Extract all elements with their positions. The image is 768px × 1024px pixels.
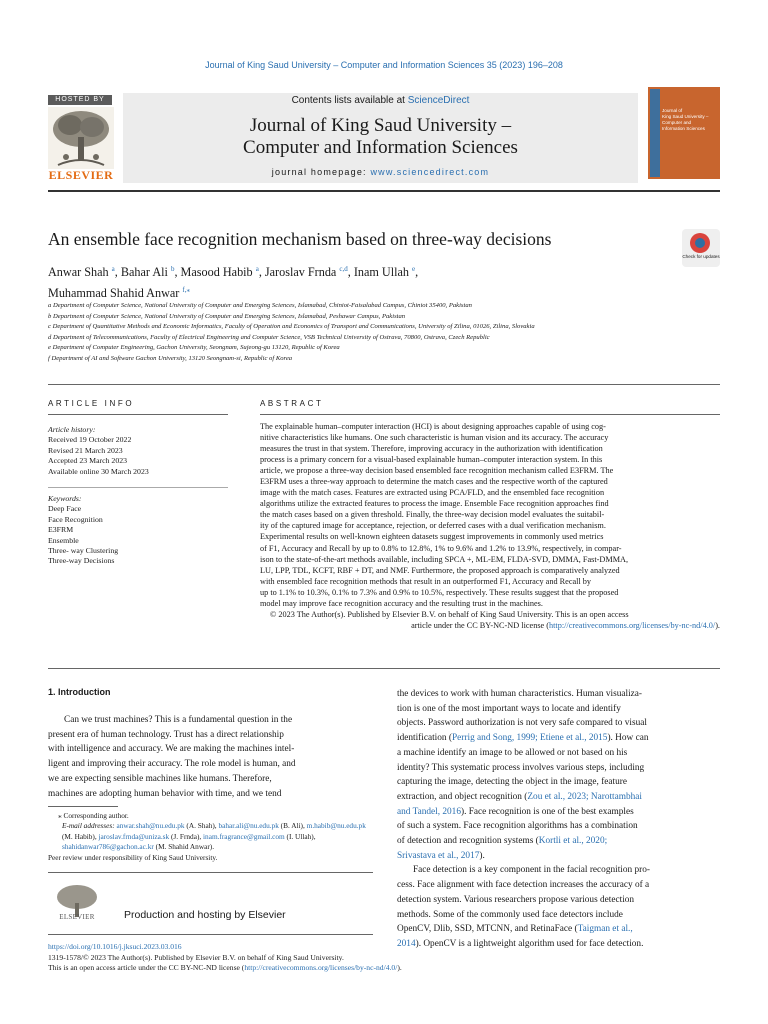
author-name: Muhammad Shahid Anwar: [48, 285, 180, 300]
journal-reference[interactable]: Journal of King Saud University – Computer and Information Sciences 35 (2023) 196–208: [205, 60, 563, 70]
introduction-right-column: [397, 687, 721, 952]
keyword: E3FRM: [48, 525, 74, 535]
open-access-link[interactable]: http://creativecommons.org/licenses/by-nc-nd/4.0/: [244, 963, 398, 973]
keywords: [48, 494, 228, 567]
text-span: ). How can: [607, 733, 649, 744]
doi-link[interactable]: https://doi.org/10.1016/j.jksuci.2023.03.016: [48, 942, 182, 951]
body-line: of such a system. Face recognition algorithms has a combination: [397, 821, 638, 832]
citation-link[interactable]: and Tandel, 2016: [397, 806, 461, 817]
citation-link[interactable]: Zou et al., 2023; Narottambhai: [527, 791, 643, 802]
author-name: Bahar Ali: [120, 265, 168, 280]
email-link[interactable]: anwar.shah@nu.edu.pk: [116, 821, 185, 831]
citation-link[interactable]: 2014: [397, 938, 416, 949]
abstract-line: measures the trust in that system. Therefore, improving accuracy in the authorization with identification: [260, 444, 603, 454]
body-line: we are expecting sensible machines like humans. Therefore,: [48, 773, 272, 784]
contents-line: [123, 95, 638, 106]
abstract-line: the match cases based on a given threshold. Finally, the three-way decision model evaluates the suitabil-: [260, 510, 605, 520]
journal-title-line-2: Computer and Information Sciences: [243, 137, 518, 158]
email-owner: (M. Habib),: [62, 831, 99, 841]
author-affiliation-mark[interactable]: c,d: [339, 265, 348, 273]
email-addresses: [48, 821, 373, 852]
text-span: OpenCV, Dlib, SSD, MTCNN, and RetinaFace (: [397, 924, 578, 935]
body-line: [397, 834, 721, 849]
cover-line: Journal of: [662, 108, 683, 113]
abstract-line: with ensembled face recognition methods that result in an outperformed F1, Accuracy and Recall by: [260, 576, 592, 586]
email-label: E-mail addresses:: [62, 821, 115, 831]
journal-cover-text: [662, 108, 718, 132]
history-date: Revised 21 March 2023: [48, 445, 123, 455]
history-date: Accepted 23 March 2023: [48, 456, 128, 466]
abstract-heading: ABSTRACT: [260, 399, 324, 408]
email-owner: (B. Ali),: [278, 821, 305, 831]
abstract-line: algorithms utilize the extracted features to process the image. Ensemble Face recognition approaches find: [260, 499, 609, 509]
journal-homepage: [123, 167, 638, 177]
body-line: machines are adopting human behavior with time, and we tend: [48, 788, 282, 799]
email-link[interactable]: shahidanwar786@gachon.ac.kr: [62, 842, 154, 852]
article-info-divider: [48, 414, 228, 415]
citation-link[interactable]: Kortli et al., 2020;: [538, 836, 608, 847]
bottom-matter: [48, 942, 720, 974]
production-bottom-divider: [48, 934, 373, 935]
abstract-line: LU, LPP, TDL, KCFT, RBF + DT, and NMF. Furthermore, the proposed approach is comparatively analyzed: [260, 565, 620, 575]
body-line: [397, 805, 721, 820]
body-line: ligent and improving their accuracy. The role model is human, and: [48, 759, 296, 770]
body-line: [397, 922, 721, 937]
license-prefix: article under the CC BY-NC-ND license (: [411, 620, 549, 630]
affiliation: c Department of Quantitative Methods and Economic Informatics, Faculty of Operation and Economics of Transport and Communications, University of Zilina, 01026, Zilina, Slovakia: [48, 323, 535, 330]
author-affiliation-mark[interactable]: a: [111, 265, 115, 273]
cover-line: Computer and: [662, 120, 692, 125]
open-access-prefix: This is an open access article under the CC BY-NC-ND license (: [48, 963, 245, 973]
keyword: Three-way Decisions: [48, 556, 115, 566]
elsevier-tree-logo: [48, 107, 114, 169]
peer-review-note: Peer review under responsibility of King Saud University.: [48, 852, 218, 862]
keywords-divider: [48, 487, 228, 488]
journal-cover-strip: [650, 89, 660, 177]
text-span: ). Face recognition is one of the best examples: [460, 806, 634, 817]
abstract-license: [260, 620, 720, 631]
abstract-line: process is a primary concern for a visual-based explainable human–computer interaction system. In this: [260, 455, 603, 465]
abstract-line: Experimental results on well-known eighteen datasets suggest improvements in commonly used metrics: [260, 532, 604, 542]
footnotes: [48, 811, 373, 863]
abstract-line: model may improve face recognition accuracy and the resulting trust in the machines.: [260, 598, 543, 608]
body-line: with intelligence and accuracy. We are making the machines intel-: [48, 744, 295, 755]
abstract-bottom-divider: [48, 668, 720, 669]
keyword: Deep Face: [48, 504, 82, 514]
abstract-body: [260, 421, 720, 631]
corresponding-author-note: ⁎ Corresponding author.: [58, 811, 129, 820]
email-link[interactable]: inam.fragrance@gmail.com: [203, 831, 285, 841]
section-heading-introduction: 1. Introduction: [48, 687, 111, 697]
open-access-suffix: ).: [397, 963, 402, 973]
author-name: Inam Ullah: [353, 265, 409, 280]
body-line: cess. Face alignment with face detection increases the accuracy of a: [397, 880, 650, 891]
elsevier-small-logo: ELSEVIER: [59, 913, 95, 921]
affiliation: a Department of Computer Science, National University of Computer and Emerging Sciences, Islamabad, Chiniot-Faisalabad Campus, Chiniot 35400, Pakistan: [48, 302, 472, 309]
footnote-divider: [48, 806, 118, 807]
body-line: the devices to work with human characteristics. Human visualiza-: [397, 689, 642, 699]
homepage-prefix: journal homepage:: [271, 167, 371, 177]
author-name: Masood Habib: [180, 265, 253, 280]
author-affiliation-mark[interactable]: f,⁎: [182, 285, 190, 294]
history-date: Received 19 October 2022: [48, 435, 132, 445]
author-name: Jaroslav Frnda: [264, 265, 337, 280]
article-history-label: Article history:: [48, 425, 96, 434]
cover-line: Information Sciences: [662, 126, 705, 131]
abstract-line: of F1, Accuracy and Recall by up to 0.8% to 12.8%, 1% to 9.6% and 1.2% to 13.9%, respectively, in compar-: [260, 543, 622, 553]
email-link[interactable]: m.habib@nu.edu.pk: [306, 821, 366, 831]
hosted-by-label: HOSTED BY: [48, 95, 112, 105]
body-line: methods. Some of the commonly used face detectors include: [397, 909, 623, 920]
crossmark-icon-center: [695, 238, 705, 248]
production-hosting-text: Production and hosting by Elsevier: [124, 909, 286, 921]
body-line: present era of human technology. Trust has a direct relationship: [48, 729, 284, 740]
affiliation: e Department of Computer Engineering, Gachon University, Seongnam, Sujeong-gu 13120, Republic of Korea: [48, 344, 340, 351]
crossmark-label: Check for updates: [682, 254, 720, 259]
author-affiliation-mark[interactable]: a: [255, 265, 259, 273]
abstract-line: ison to the state-of-the-art methods available, including SPCA +, ML-EM, FLDA-SVD, DMMA, Fast-DMMA,: [260, 554, 629, 564]
body-line: [397, 790, 721, 805]
keyword: Ensemble: [48, 535, 79, 545]
text-span: identification (: [397, 733, 452, 744]
body-line: capturing the image, detecting the object in the image, feature: [397, 777, 628, 788]
body-line: identity? This systematic process involves various steps, including: [397, 762, 645, 773]
open-access-line: [48, 963, 720, 974]
abstract-line: nitive characteristics like humans. One such characteristic is human vision and its accuracy. The accuracy: [260, 433, 609, 443]
author-list: Anwar Shah $^a$, Bahar Ali $^b$, Masood Habib $^a$, Jaroslav Frnda $^{c,d}$, Inam Ullah $^e$, Muhammad Shahid Anwar $^{f,⁎}$: [48, 265, 419, 300]
article-history: [48, 425, 228, 477]
email-link[interactable]: jaroslav.frnda@uniza.sk: [98, 831, 170, 841]
body-line: objects. Password authorization is not very safe compared to visual: [397, 718, 647, 729]
license-suffix: ).: [715, 620, 720, 630]
keyword: Three- way Clustering: [48, 546, 119, 556]
text-span: ).: [479, 850, 485, 861]
author-affiliation-mark[interactable]: e: [412, 265, 416, 273]
body-line: Face detection is a key component in the facial recognition pro-: [413, 865, 650, 876]
text-span: extraction, and object recognition (: [397, 791, 528, 802]
email-owner: (J. Frnda),: [169, 831, 204, 841]
header-divider: [48, 190, 720, 192]
citation-link[interactable]: Srivastava et al., 2017: [397, 850, 480, 861]
body-line: Can we trust machines? This is a fundamental question in the: [64, 715, 293, 725]
issn-line: 1319-1578/© 2023 The Author(s). Published by Elsevier B.V. on behalf of King Saud University.: [48, 952, 344, 962]
citation-link[interactable]: Perrig and Song, 1999; Etiene et al., 2015: [452, 733, 608, 744]
body-line: tion is one of the most important ways to locate and identify: [397, 703, 621, 714]
abstract-line: The explainable human–computer interaction (HCI) is about designing approaches capable of using cog-: [260, 422, 606, 431]
journal-title-line-1: Journal of King Saud University –: [249, 115, 512, 136]
affiliation-list: [48, 301, 728, 364]
article-info-heading: ARTICLE INFO: [48, 399, 135, 408]
email-owner: (I. Ullah),: [284, 831, 316, 841]
email-link[interactable]: bahar.ali@nu.edu.pk: [218, 821, 279, 831]
abstract-divider: [260, 414, 720, 415]
abstract-line: image with the match cases. Features are extracted using PCA/FLD, and the ensembled face recognition: [260, 488, 605, 498]
abstract-line: article, we propose a three-way decision based ensembled face recognition mechanism called E3FRM. The: [260, 466, 614, 476]
contents-prefix: Contents lists available at: [291, 95, 408, 106]
body-line: [397, 731, 721, 746]
body-line: a machine identify an image to be allowed or not based on his: [397, 747, 628, 758]
author-affiliation-mark[interactable]: b: [170, 265, 175, 273]
affiliation: f Department of AI and Software Gachon University, 13120 Seongnam-si, Republic of Korea: [48, 354, 293, 362]
affiliation: b Department of Computer Science, National University of Computer and Emerging Sciences, Islamabad, Peshawar Campus, Pakistan: [48, 312, 406, 320]
license-link[interactable]: http://creativecommons.org/licenses/by-nc-nd/4.0/: [549, 620, 716, 630]
author-name: Anwar Shah: [48, 265, 109, 280]
affiliation-divider: [48, 384, 720, 385]
abstract-line: ity of the captured image for acceptance, rejection, or deferred cases with a dual verification mechanism.: [260, 521, 606, 531]
affiliation: d Department of Telecommunications, Faculty of Electrical Engineering and Computer Science, VSB Technical University of Ostrava, 70800, Ostrava, Czech Republic: [48, 333, 490, 341]
history-date: Available online 30 March 2023: [48, 466, 149, 476]
email-owner: (M. Shahid Anwar).: [153, 842, 215, 852]
body-line: detection system. Various researchers propose various detection: [397, 894, 635, 905]
abstract-line: up to 1.1% to 10.3%, 0.1% to 7.3% and 0.9% to 10.5%, respectively. These results suggest that the proposed: [260, 587, 619, 597]
sciencedirect-link[interactable]: ScienceDirect: [407, 95, 470, 106]
citation-link[interactable]: Taigman et al.,: [577, 924, 633, 935]
cover-line: King Saud University –: [662, 114, 709, 119]
journal-title: [123, 115, 638, 159]
body-line: [397, 849, 721, 864]
text-span: of detection and recognition systems (: [397, 836, 539, 847]
production-top-divider: [48, 872, 373, 873]
abstract-copyright: © 2023 The Author(s). Published by Elsevier B.V. on behalf of King Saud University. This is an open access: [270, 609, 629, 619]
homepage-link[interactable]: www.sciencedirect.com: [370, 167, 490, 177]
email-owner: (A. Shah),: [184, 821, 219, 831]
abstract-line: E3FRM uses a three-way approach to determine the match cases and the respective worth of the captured: [260, 477, 608, 487]
keyword: Face Recognition: [48, 514, 103, 524]
elsevier-logo-text: ELSEVIER: [48, 168, 114, 182]
keywords-label: Keywords:: [48, 494, 82, 503]
text-span: ). OpenCV is a lightweight algorithm used for face detection.: [415, 938, 644, 949]
article-title: An ensemble face recognition mechanism based on three-way decisions: [48, 229, 552, 249]
introduction-left-column: [48, 713, 373, 801]
